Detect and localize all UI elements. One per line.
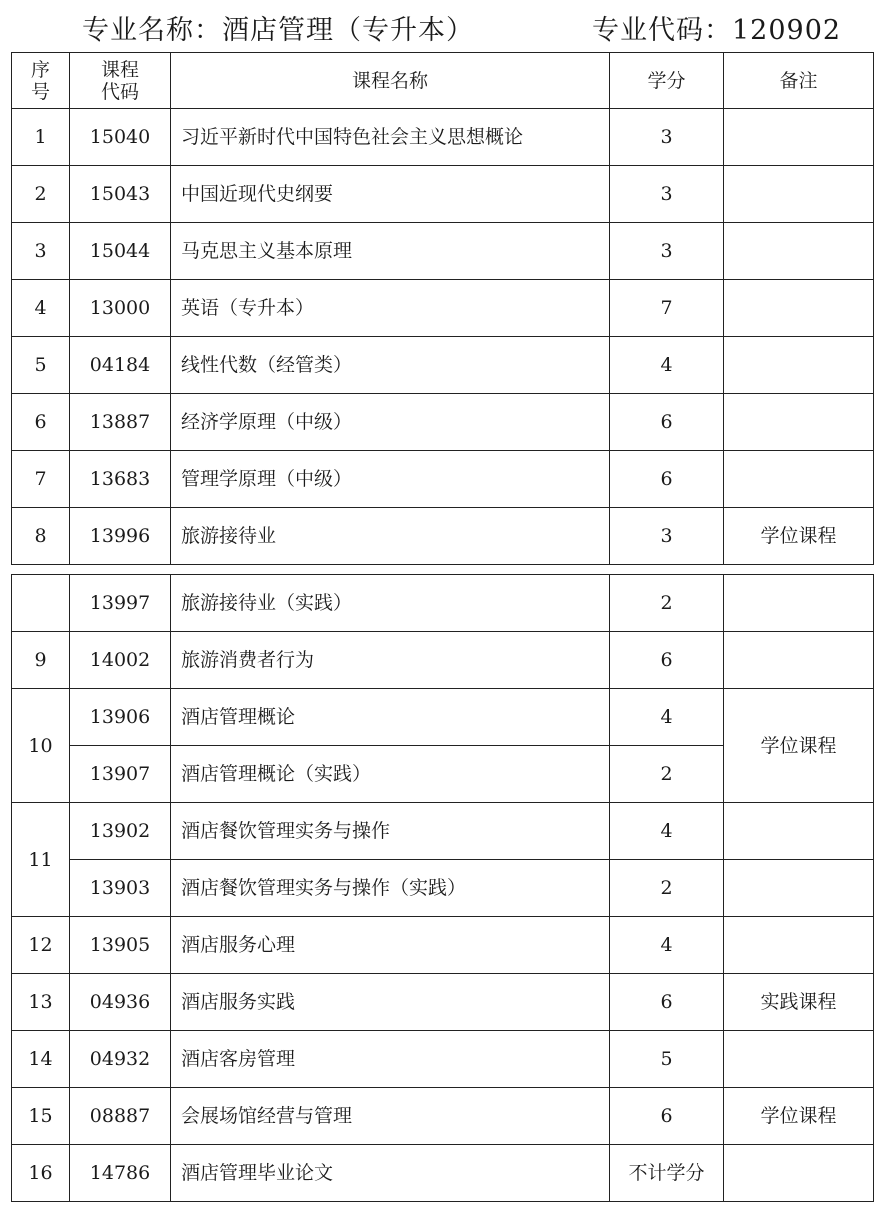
- cell-note: [724, 223, 874, 280]
- header-code: 课程 代码: [70, 53, 171, 109]
- cell-code: 15044: [70, 223, 171, 280]
- cell-credit: 2: [610, 746, 724, 803]
- cell-name: 旅游消费者行为: [171, 632, 610, 689]
- table-row: [12, 575, 874, 632]
- cell-note: 学位课程: [724, 1088, 874, 1145]
- cell-code: 13907: [70, 746, 171, 803]
- table-row: [12, 337, 874, 394]
- cell-name: 中国近现代史纲要: [171, 166, 610, 223]
- cell-name: 习近平新时代中国特色社会主义思想概论: [171, 109, 610, 166]
- cell-code: 04184: [70, 337, 171, 394]
- cell-name: 旅游接待业: [171, 508, 610, 565]
- cell-seq: 9: [12, 632, 70, 689]
- cell-credit: 2: [610, 575, 724, 632]
- cell-credit: 4: [610, 689, 724, 746]
- cell-note: 学位课程: [724, 689, 874, 803]
- cell-note: [724, 1031, 874, 1088]
- table-row: [12, 109, 874, 166]
- table-row: [12, 1145, 874, 1202]
- cell-code: 14786: [70, 1145, 171, 1202]
- header-name: 课程名称: [171, 53, 610, 109]
- cell-credit: 6: [610, 632, 724, 689]
- cell-code: 13000: [70, 280, 171, 337]
- cell-note: [724, 166, 874, 223]
- cell-credit: 6: [610, 451, 724, 508]
- table-row: [12, 223, 874, 280]
- cell-credit: 4: [610, 337, 724, 394]
- cell-code: 13905: [70, 917, 171, 974]
- cell-seq: 4: [12, 280, 70, 337]
- table-row: [12, 280, 874, 337]
- cell-credit: 3: [610, 508, 724, 565]
- cell-name: 会展场馆经营与管理: [171, 1088, 610, 1145]
- cell-credit: 4: [610, 917, 724, 974]
- cell-code: 04936: [70, 974, 171, 1031]
- cell-name: 马克思主义基本原理: [171, 223, 610, 280]
- cell-note: [724, 1145, 874, 1202]
- cell-seq: 14: [12, 1031, 70, 1088]
- cell-credit: 6: [610, 394, 724, 451]
- cell-credit: 2: [610, 860, 724, 917]
- table-row: [12, 689, 874, 746]
- cell-seq: 2: [12, 166, 70, 223]
- cell-seq: 5: [12, 337, 70, 394]
- cell-seq: 11: [12, 803, 70, 917]
- cell-credit: 不计学分: [610, 1145, 724, 1202]
- cell-seq: 10: [12, 689, 70, 803]
- cell-name: 英语（专升本）: [171, 280, 610, 337]
- cell-name: 酒店客房管理: [171, 1031, 610, 1088]
- cell-seq: 16: [12, 1145, 70, 1202]
- table-row: [12, 1088, 874, 1145]
- table-row: [12, 451, 874, 508]
- cell-credit: 3: [610, 166, 724, 223]
- table-row: [12, 974, 874, 1031]
- cell-credit: 3: [610, 109, 724, 166]
- cell-seq: 1: [12, 109, 70, 166]
- cell-name: 线性代数（经管类）: [171, 337, 610, 394]
- table-row: [12, 394, 874, 451]
- major-code: 专业代码：120902: [592, 15, 842, 46]
- header-note: 备注: [724, 53, 874, 109]
- cell-code: 15043: [70, 166, 171, 223]
- cell-name: 酒店餐饮管理实务与操作（实践）: [171, 860, 610, 917]
- document-title: [0, 8, 885, 52]
- cell-code: 15040: [70, 109, 171, 166]
- cell-name: 酒店服务心理: [171, 917, 610, 974]
- table-row: [12, 166, 874, 223]
- cell-note: [724, 575, 874, 632]
- cell-credit: 6: [610, 1088, 724, 1145]
- cell-note: 学位课程: [724, 508, 874, 565]
- major-name: 专业名称：酒店管理（专升本）: [82, 15, 474, 46]
- cell-note: [724, 632, 874, 689]
- cell-seq: 3: [12, 223, 70, 280]
- cell-code: 14002: [70, 632, 171, 689]
- cell-name: 经济学原理（中级）: [171, 394, 610, 451]
- cell-code: 13906: [70, 689, 171, 746]
- table-row: [12, 1031, 874, 1088]
- cell-code: 13903: [70, 860, 171, 917]
- cell-seq: 15: [12, 1088, 70, 1145]
- cell-name: 管理学原理（中级）: [171, 451, 610, 508]
- cell-note: 实践课程: [724, 974, 874, 1031]
- cell-note: [724, 860, 874, 917]
- cell-name: 酒店服务实践: [171, 974, 610, 1031]
- table-row: [12, 803, 874, 860]
- cell-credit: 7: [610, 280, 724, 337]
- cell-seq: 7: [12, 451, 70, 508]
- cell-name: 酒店餐饮管理实务与操作: [171, 803, 610, 860]
- cell-code: 13887: [70, 394, 171, 451]
- course-table-part-1: [11, 52, 874, 565]
- cell-seq: 13: [12, 974, 70, 1031]
- cell-note: [724, 337, 874, 394]
- cell-seq: 12: [12, 917, 70, 974]
- cell-name: 酒店管理概论: [171, 689, 610, 746]
- table-header-row: [12, 53, 874, 109]
- header-seq: 序 号: [12, 53, 70, 109]
- cell-credit: 6: [610, 974, 724, 1031]
- header-credit: 学分: [610, 53, 724, 109]
- cell-seq: 6: [12, 394, 70, 451]
- cell-note: [724, 451, 874, 508]
- cell-code: 13997: [70, 575, 171, 632]
- cell-code: 13683: [70, 451, 171, 508]
- cell-credit: 3: [610, 223, 724, 280]
- cell-name: 旅游接待业（实践）: [171, 575, 610, 632]
- cell-note: [724, 109, 874, 166]
- cell-seq: [12, 575, 70, 632]
- cell-note: [724, 280, 874, 337]
- cell-name: 酒店管理毕业论文: [171, 1145, 610, 1202]
- cell-note: [724, 394, 874, 451]
- course-table-part-2: [11, 574, 874, 1202]
- cell-credit: 5: [610, 1031, 724, 1088]
- cell-seq: 8: [12, 508, 70, 565]
- cell-code: 13902: [70, 803, 171, 860]
- table-row: [12, 860, 874, 917]
- table-row: [12, 917, 874, 974]
- table-row: [12, 632, 874, 689]
- cell-code: 04932: [70, 1031, 171, 1088]
- cell-note: [724, 803, 874, 860]
- cell-code: 13996: [70, 508, 171, 565]
- cell-note: [724, 917, 874, 974]
- cell-credit: 4: [610, 803, 724, 860]
- table-row: [12, 508, 874, 565]
- cell-name: 酒店管理概论（实践）: [171, 746, 610, 803]
- cell-code: 08887: [70, 1088, 171, 1145]
